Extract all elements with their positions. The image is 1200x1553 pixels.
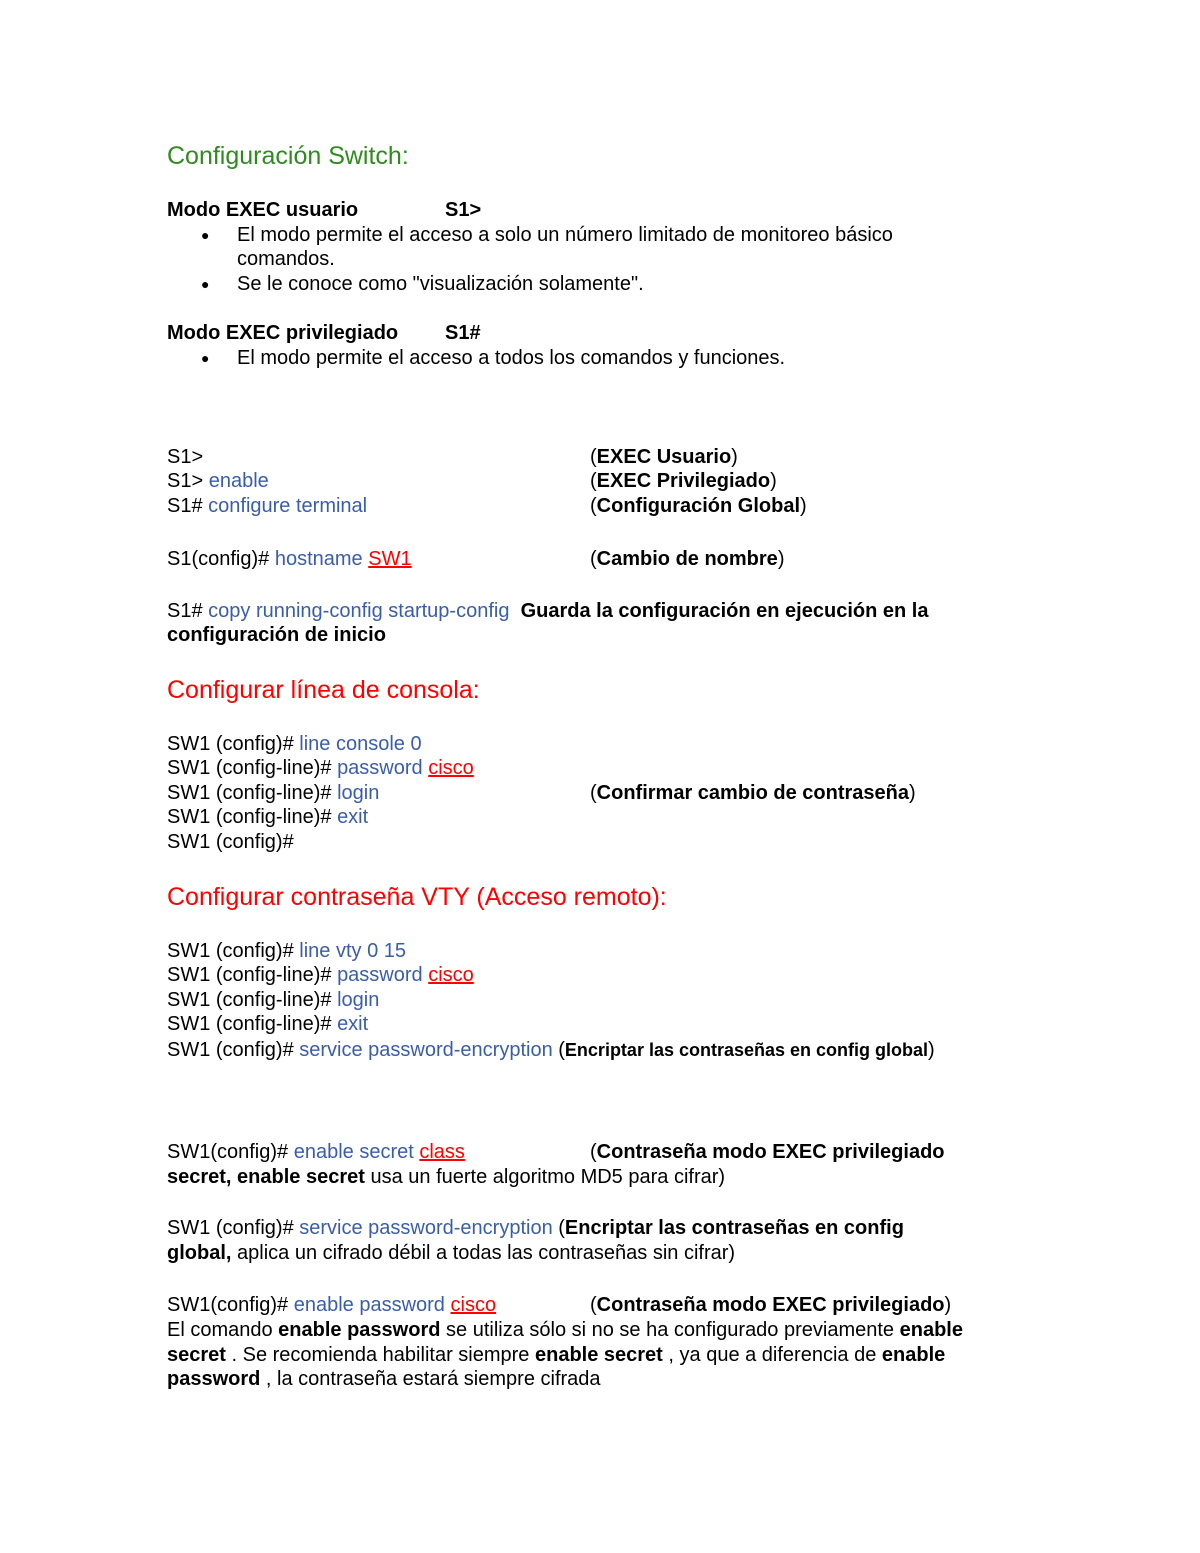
copy-cmd-line (167, 599, 928, 624)
cmd-prompt: SW1 (config)# (167, 733, 300, 755)
cmd-text: service password-encryption (299, 1217, 553, 1239)
cmd-note-text: Configuración Global (596, 495, 801, 517)
cmd-note: (Configuración Global) (590, 495, 807, 517)
bullet-dot-icon: ● (201, 350, 210, 366)
page-title: Configuración Switch: (167, 142, 409, 170)
para-text: se utiliza sólo si no se ha configurado previamente (440, 1319, 900, 1341)
cmd-note: (Cambio de nombre) (590, 548, 785, 570)
cmd-line (167, 547, 412, 572)
cmd-note-text: EXEC Usuario (596, 446, 732, 468)
vty-cmd-line (167, 963, 474, 988)
cmd-prompt: S1# (167, 600, 209, 622)
secret-cmd-line (167, 1140, 465, 1165)
cmd-line (167, 445, 203, 470)
cmd-note-text: EXEC Privilegiado (596, 470, 771, 492)
cmd-prompt: SW1 (config-line)# (167, 1013, 338, 1035)
cmd-arg: cisco (428, 757, 474, 779)
console-heading: Configurar línea de consola: (167, 676, 480, 704)
cmd-prompt: SW1 (config)# (167, 831, 294, 853)
cmd-prompt: SW1(config)# (167, 1294, 294, 1316)
vty-service-line: SW1 (config)# service password-encryption (Encriptar las contraseñas en config global) (167, 1039, 935, 1061)
exec-priv-prompt: S1# (445, 322, 481, 344)
para-bold: enable (899, 1319, 963, 1341)
cmd-note-text: Cambio de nombre (596, 548, 778, 570)
enable-pw-cmd-line (167, 1293, 496, 1318)
cmd-prompt: S1# (167, 495, 209, 517)
secret-note-cont (167, 1165, 725, 1190)
bullet-dot-icon: ● (201, 276, 210, 292)
cmd-arg: SW1 (368, 548, 412, 570)
para-text: , ya que a diferencia de (662, 1344, 882, 1366)
cmd-text: login (337, 782, 380, 804)
para-bold: password (167, 1368, 261, 1390)
cmd-text: enable (208, 470, 269, 492)
cmd-text: enable password (293, 1294, 451, 1316)
exec-user-bullet-1: El modo permite el acceso a solo un número limitado de monitoreo básico (237, 224, 893, 246)
cmd-text: exit (337, 806, 369, 828)
cmd-note: (Contraseña modo EXEC privilegiado (590, 1141, 945, 1163)
cmd-prompt: SW1 (config)# (167, 940, 300, 962)
cmd-prompt: SW1 (config)# (167, 1217, 300, 1239)
cmd-prompt: S1(config)# (167, 548, 275, 570)
copy-cmd-note: Guarda la configuración en ejecución en la (520, 600, 929, 622)
cmd-note-text: Confirmar cambio de contraseña (596, 782, 909, 804)
service2-note-cont (167, 1241, 735, 1266)
exec-user-bullet-2: Se le conoce como "visualización solamente". (237, 273, 644, 295)
console-cmd-line (167, 830, 294, 855)
console-cmd-line (167, 805, 368, 830)
cmd-prompt: SW1 (config-line)# (167, 989, 338, 1011)
enable-pw-para-1 (167, 1318, 963, 1343)
para-bold: enable password (278, 1319, 441, 1341)
copy-cmd-note-cont: configuración de inicio (167, 624, 386, 646)
exec-user-bullet-1-cont: comandos. (237, 248, 335, 270)
cmd-note-text: Encriptar las contraseñas en config global (564, 1040, 929, 1060)
para-text: . Se recomienda habilitar siempre (225, 1344, 535, 1366)
bullet-dot-icon: ● (201, 227, 210, 243)
cmd-text: line console 0 (299, 733, 422, 755)
enable-pw-para-3 (167, 1367, 601, 1392)
cmd-note-text: Encriptar las contraseñas en config (564, 1217, 904, 1239)
cmd-note: (EXEC Privilegiado) (590, 470, 777, 492)
para-bold: secret (167, 1344, 226, 1366)
cmd-text: password (337, 757, 429, 779)
cmd-prompt: SW1 (config-line)# (167, 964, 338, 986)
exec-user-prompt: S1> (445, 199, 482, 221)
cmd-prompt: SW1 (config-line)# (167, 757, 338, 779)
para-bold: enable (881, 1344, 946, 1366)
cmd-text: configure terminal (208, 495, 368, 517)
cmd-text: line vty 0 15 (299, 940, 406, 962)
cmd-note: (EXEC Usuario) (590, 446, 738, 468)
cmd-prompt: SW1 (config)# (167, 1039, 300, 1061)
cmd-text: exit (337, 1013, 369, 1035)
cmd-prompt: SW1(config)# (167, 1141, 294, 1163)
cmd-text: copy running-config startup-config (208, 600, 510, 622)
para-text: El comando (167, 1319, 279, 1341)
vty-cmd-line (167, 988, 379, 1013)
cmd-line (167, 469, 269, 494)
cmd-text: service password-encryption (299, 1039, 553, 1061)
cmd-arg: cisco (450, 1294, 497, 1316)
console-cmd-line (167, 732, 422, 757)
enable-pw-para-2 (167, 1343, 945, 1368)
note-bold: secret, enable secret (167, 1166, 365, 1188)
note-text: usa un fuerte algoritmo MD5 para cifrar) (364, 1166, 726, 1188)
para-text: , la contraseña estará siempre cifrada (260, 1368, 601, 1390)
console-cmd-line (167, 781, 379, 806)
service2-cmd-line: SW1 (config)# service password-encryption (Encriptar las contraseñas en config (167, 1217, 904, 1239)
note-bold: global, (167, 1242, 232, 1264)
para-bold: enable secret (534, 1344, 663, 1366)
cmd-prompt: SW1 (config-line)# (167, 806, 338, 828)
cmd-text: login (337, 989, 380, 1011)
exec-priv-heading: Modo EXEC privilegiado (167, 322, 399, 344)
cmd-text: password (337, 964, 429, 986)
cmd-prompt: S1> (167, 446, 204, 468)
exec-priv-bullet-1: El modo permite el acceso a todos los comandos y funciones. (237, 347, 786, 369)
note-text: aplica un cifrado débil a todas las contraseñas sin cifrar) (231, 1242, 736, 1264)
vty-heading: Configurar contraseña VTY (Acceso remoto): (167, 883, 667, 911)
cmd-note: (Contraseña modo EXEC privilegiado) (590, 1294, 952, 1316)
cmd-note-text: Contraseña modo EXEC privilegiado (596, 1141, 945, 1163)
vty-cmd-line (167, 1012, 368, 1037)
cmd-note-text: Contraseña modo EXEC privilegiado (596, 1294, 945, 1316)
cmd-arg: cisco (428, 964, 474, 986)
vty-cmd-line (167, 939, 406, 964)
cmd-line (167, 494, 367, 519)
cmd-text: hostname (274, 548, 369, 570)
exec-user-heading: Modo EXEC usuario (167, 199, 359, 221)
cmd-prompt: SW1 (config-line)# (167, 782, 338, 804)
cmd-prompt: S1> (167, 470, 209, 492)
cmd-arg: class (419, 1141, 465, 1163)
cmd-text: enable secret (293, 1141, 420, 1163)
console-cmd-line (167, 756, 474, 781)
cmd-note: (Confirmar cambio de contraseña) (590, 782, 916, 804)
